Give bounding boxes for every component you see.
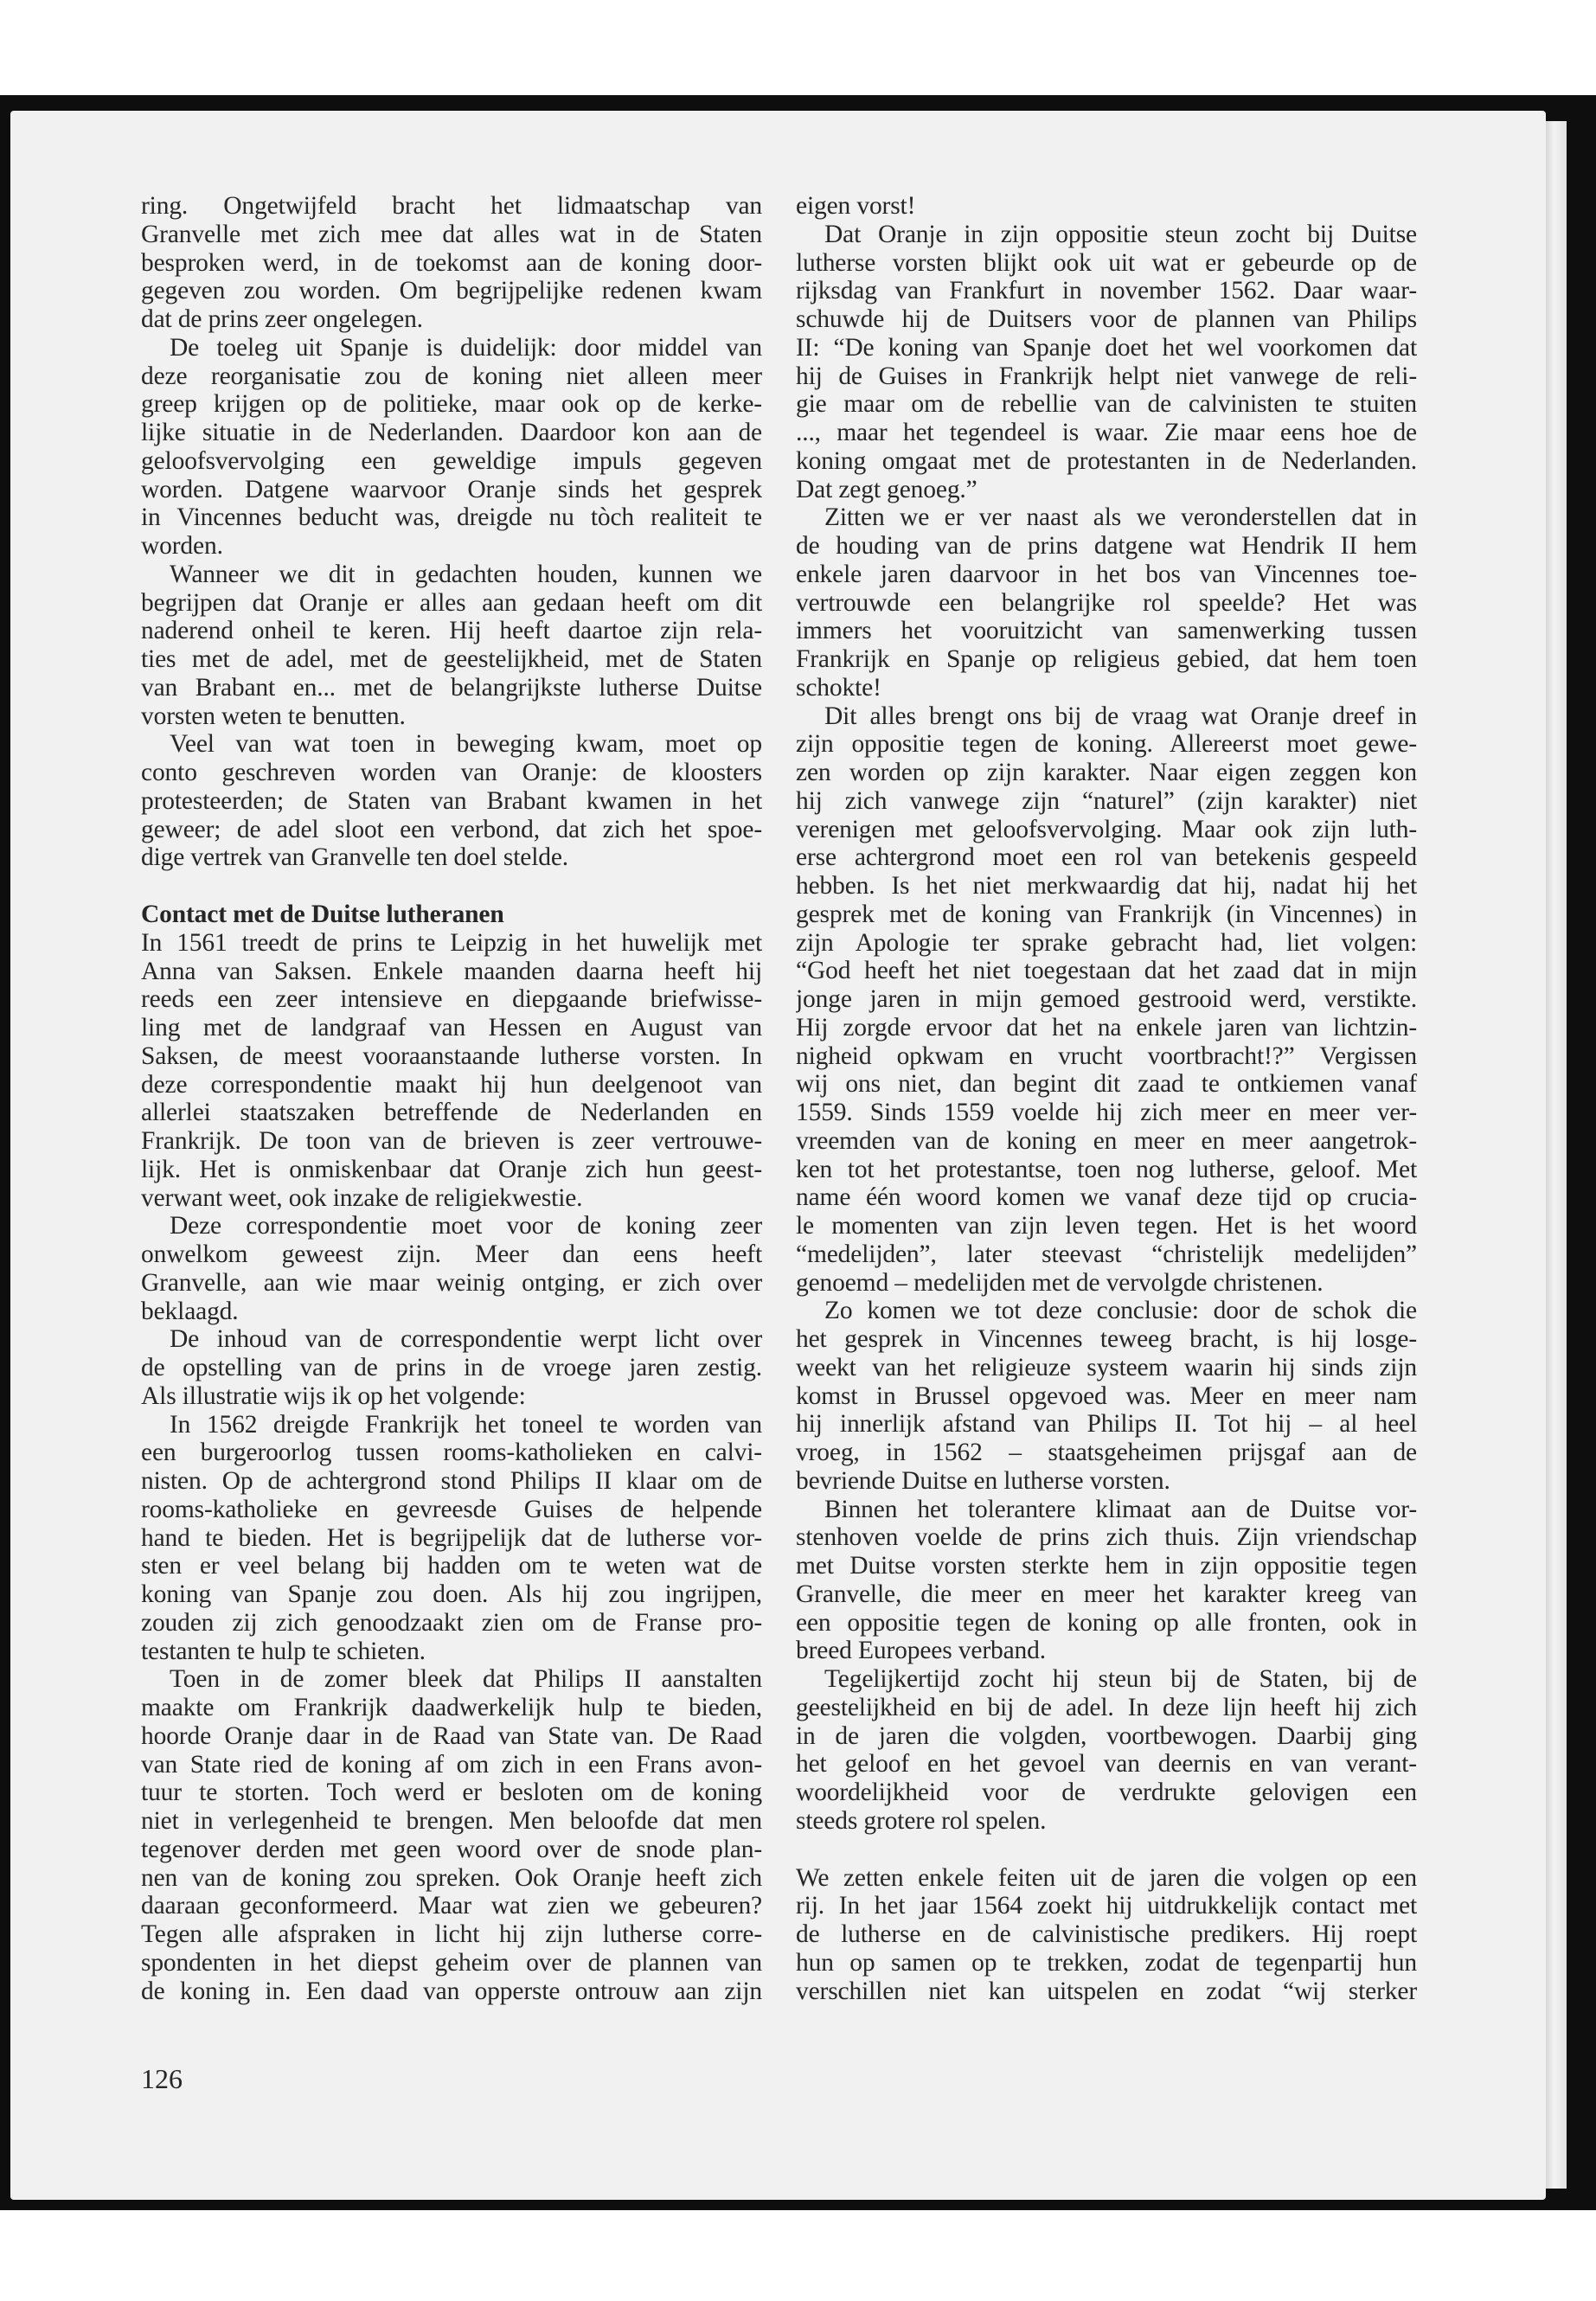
- text-line: het gesprek in Vincennes teweeg bracht, is hij losge-: [796, 1325, 1417, 1353]
- text-line: hun op samen op te trekken, zodat de tegenpartij hun: [796, 1948, 1417, 1977]
- section-heading: Contact met de Duitse lutheranen: [141, 901, 504, 928]
- right-text-column: [796, 192, 1417, 2005]
- text-line: komst in Brussel opgevoed was. Meer en meer nam: [796, 1381, 1417, 1410]
- text-line: lijk. Het is onmiskenbaar dat Oranje zich hun geest-: [141, 1155, 762, 1183]
- text-line: stenhoven voelde de prins zich thuis. Zijn vriendschap: [796, 1523, 1417, 1552]
- paragraph-first-line: In 1562 dreigde Frankrijk het toneel te worden van: [170, 1410, 762, 1439]
- text-line: erse achtergrond moet een rol van betekenis gespeeld: [796, 843, 1417, 872]
- text-line: In 1561 treedt de prins te Leipzig in het huwelijk met: [141, 928, 762, 957]
- text-line: zijn Apologie ter sprake gebracht had, liet volgen:: [796, 928, 1417, 957]
- text-line: Dat zegt genoeg.”: [796, 475, 977, 503]
- text-line: Granvelle, aan wie maar weinig ontging, er zich over: [141, 1268, 762, 1297]
- text-line: Hij zorgde ervoor dat het na enkele jaren van lichtzin-: [796, 1013, 1417, 1042]
- text-line: de opstelling van de prins in de vroege jaren zestig.: [141, 1354, 762, 1381]
- text-line: jonge jaren in mijn gemoed gestrooid werd, verstikte.: [796, 985, 1417, 1013]
- text-line: “God heeft het niet toegestaan dat het zaad dat in mijn: [796, 957, 1417, 985]
- text-line: 1559. Sinds 1559 voelde hij zich meer en meer ver-: [796, 1099, 1417, 1126]
- text-line: het geloof en het gevoel van deernis en van verant-: [796, 1750, 1417, 1779]
- text-line: II: “De koning van Spanje doet het wel voorkomen dat: [796, 333, 1417, 362]
- text-line: lutherse vorsten blijkt ook uit wat er gebeurde op de: [796, 248, 1417, 277]
- text-line: We zetten enkele feiten uit de jaren die volgen op een: [796, 1863, 1417, 1892]
- text-line: deze reorganisatie zou de koning niet alleen meer: [141, 362, 762, 390]
- text-line: koning omgaat met de protestanten in de Nederlanden.: [796, 446, 1417, 475]
- text-line: naderend onheil te keren. Hij heeft daartoe zijn rela-: [141, 617, 762, 645]
- paragraph-first-line: Deze correspondentie moet voor de koning zeer: [170, 1212, 762, 1240]
- text-line: verschillen niet kan uitspelen en zodat “wij sterker: [796, 1977, 1417, 2005]
- text-line: gie maar om de rebellie van de calvinisten te stuiten: [796, 390, 1417, 419]
- text-line: enkele jaren daarvoor in het bos van Vincennes toe-: [796, 560, 1417, 588]
- paragraph-first-line: Wanneer we dit in gedachten houden, kunnen we: [170, 560, 762, 588]
- text-line: nigheid opkwam en vrucht voortbracht!?” Vergissen: [796, 1042, 1417, 1070]
- text-line: daaraan geconformeerd. Maar wat zien we gebeuren?: [141, 1892, 762, 1920]
- text-line: van State ried de koning af om zich in een Frans avon-: [141, 1750, 762, 1779]
- paragraph-first-line: Toen in de zomer bleek dat Philips II aanstalten: [170, 1665, 762, 1694]
- text-line: protesteerden; de Staten van Brabant kwamen in het: [141, 786, 762, 815]
- text-line: ..., maar het tegendeel is waar. Zie maar eens hoe de: [796, 419, 1417, 446]
- text-line: weekt van het religieuze systeem waarin hij sinds zijn: [796, 1353, 1417, 1381]
- text-line: zijn oppositie tegen de koning. Allereerst moet gewe-: [796, 730, 1417, 759]
- text-line: in de jaren die volgden, voortbewogen. Daarbij ging: [796, 1721, 1417, 1750]
- text-line: Saksen, de meest vooraanstaande lutherse vorsten. In: [141, 1042, 762, 1070]
- text-line: verenigen met geloofsvervolging. Maar ook zijn luth-: [796, 815, 1417, 843]
- paragraph-first-line: Dat Oranje in zijn oppositie steun zocht bij Duitse: [824, 220, 1417, 248]
- scan-background-top: [0, 0, 1596, 102]
- text-line: vertrouwde een belangrijke rol speelde? Het was: [796, 588, 1417, 617]
- paragraph-first-line: Binnen het tolerantere klimaat aan de Duitse vor-: [824, 1495, 1417, 1523]
- text-line: worden.: [141, 532, 223, 560]
- text-line: nen van de koning zou spreken. Ook Oranje heeft zich: [141, 1863, 762, 1892]
- text-line: deze correspondentie maakt hij hun deelgenoot van: [141, 1070, 762, 1099]
- paragraph-first-line: Zitten we er ver naast als we veronderstellen dat in: [824, 503, 1417, 532]
- paragraph-first-line: De inhoud van de correspondentie werpt licht over: [170, 1325, 762, 1354]
- text-line: onwelkom geweest zijn. Meer dan eens heeft: [141, 1240, 762, 1268]
- text-line: hij de Guises in Frankrijk helpt niet vanwege de reli-: [796, 362, 1417, 390]
- text-line: hand te bieden. Het is begrijpelijk dat de lutherse vor-: [141, 1523, 762, 1552]
- text-line: tuur te storten. Toch werd er besloten om de koning: [141, 1779, 762, 1807]
- text-line: rij. In het jaar 1564 zoekt hij uitdrukkelijk contact met: [796, 1892, 1417, 1920]
- page-edge-shadow: [1546, 121, 1567, 2189]
- text-line: vorsten weten te benutten.: [141, 702, 406, 730]
- text-line: immers het vooruitzicht van samenwerking tussen: [796, 617, 1417, 645]
- text-line: nisten. Op de achtergrond stond Philips II klaar om de: [141, 1467, 762, 1495]
- text-line: woordelijkheid voor de verdrukte gelovigen een: [796, 1779, 1417, 1806]
- paragraph-first-line: Veel van wat toen in beweging kwam, moet op: [170, 730, 762, 759]
- paragraph-first-line: De toeleg uit Spanje is duidelijk: door middel van: [170, 333, 762, 362]
- text-line: zouden zij zich genoodzaakt zien om de Franse pro-: [141, 1608, 762, 1637]
- paragraph-first-line: Tegelijkertijd zocht hij steun bij de Staten, bij de: [824, 1665, 1417, 1693]
- text-line: vreemden van de koning en meer en meer aangetrok-: [796, 1126, 1417, 1155]
- text-line: gesprek met de koning van Frankrijk (in Vincennes) in: [796, 900, 1417, 928]
- text-line: ken tot het protestantse, toen nog lutherse, geloof. Met: [796, 1155, 1417, 1183]
- text-line: de koning in. Een daad van opperste ontrouw aan zijn: [141, 1977, 762, 2005]
- paragraph-first-line: Dit alles brengt ons bij de vraag wat Oranje dreef in: [824, 702, 1417, 730]
- text-line: sten er veel belang bij hadden om te weten wat de: [141, 1552, 762, 1580]
- text-line: geestelijkheid en bij de adel. In deze lijn heeft hij zich: [796, 1693, 1417, 1721]
- text-line: le momenten van zijn leven tegen. Het is het woord: [796, 1212, 1417, 1240]
- text-line: niet in verlegenheid te brengen. Men beloofde dat men: [141, 1807, 762, 1835]
- text-line: worden. Datgene waarvoor Oranje sinds het gesprek: [141, 475, 762, 503]
- text-line: geweer; de adel sloot een verbond, dat zich het spoe-: [141, 815, 762, 843]
- text-line: Als illustratie wijs ik op het volgende:: [141, 1381, 526, 1410]
- text-line: rijksdag van Frankfurt in november 1562. Daar waar-: [796, 277, 1417, 305]
- text-line: hij innerlijk afstand van Philips II. Tot hij – al heel: [796, 1410, 1417, 1439]
- text-line: een oppositie tegen de koning op alle fronten, ook in: [796, 1608, 1417, 1637]
- text-line: conto geschreven worden van Oranje: de kloosters: [141, 759, 762, 786]
- left-text-column: [141, 192, 762, 2005]
- text-line: met Duitse vorsten sterkte hem in zijn oppositie tegen: [796, 1552, 1417, 1580]
- text-line: vroeg, in 1562 – staatsgeheimen prijsgaf aan de: [796, 1439, 1417, 1466]
- text-line: name één woord komen we vanaf deze tijd op crucia-: [796, 1183, 1417, 1212]
- text-line: “medelijden”, later steevast “christelijk medelijden”: [796, 1240, 1417, 1268]
- scan-background-bottom: [0, 2210, 1596, 2301]
- text-line: dige vertrek van Granvelle ten doel stelde.: [141, 843, 569, 872]
- text-line: Frankrijk en Spanje op religieus gebied, dat hem toen: [796, 645, 1417, 673]
- text-line: hoorde Oranje daar in de Raad van State van. De Raad: [141, 1721, 762, 1750]
- text-line: lijke situatie in de Nederlanden. Daardoor kon aan de: [141, 419, 762, 446]
- paragraph-first-line: Zo komen we tot deze conclusie: door de schok die: [824, 1297, 1417, 1325]
- text-line: een burgeroorlog tussen rooms-katholieken en calvi-: [141, 1439, 762, 1467]
- text-line: gegeven zou worden. Om begrijpelijke redenen kwam: [141, 277, 762, 305]
- text-line: allerlei staatszaken betreffende de Nederlanden en: [141, 1099, 762, 1127]
- text-line: Anna van Saksen. Enkele maanden daarna heeft hij: [141, 957, 762, 985]
- text-line: steeds grotere rol spelen.: [796, 1806, 1047, 1835]
- text-line: schokte!: [796, 673, 881, 702]
- text-line: koning van Spanje zou doen. Als hij zou ingrijpen,: [141, 1580, 762, 1608]
- text-line: de houding van de prins datgene wat Hendrik II hem: [796, 532, 1417, 560]
- text-line: hij zich vanwege zijn “naturel” (zijn karakter) niet: [796, 786, 1417, 815]
- paragraph-gap: [141, 872, 762, 901]
- text-line: verwant weet, ook inzake de religiekwestie.: [141, 1183, 583, 1212]
- text-line: rooms-katholieke en gevreesde Guises de helpende: [141, 1495, 762, 1523]
- paragraph-gap: [796, 1836, 1417, 1864]
- text-line: testanten te hulp te schieten.: [141, 1637, 426, 1665]
- text-line: Tegen alle afspraken in licht hij zijn lutherse corre-: [141, 1920, 762, 1948]
- text-line: wij ons niet, dan begint dit zaad te ontkiemen vanaf: [796, 1070, 1417, 1099]
- text-line: tegenover derden met geen woord over de snode plan-: [141, 1835, 762, 1863]
- text-line: dat de prins zeer ongelegen.: [141, 305, 423, 333]
- text-line: van Brabant en... met de belangrijkste lutherse Duitse: [141, 673, 762, 702]
- text-line: besproken werd, in de toekomst aan de koning door-: [141, 248, 762, 277]
- text-line: Frankrijk. De toon van de brieven is zeer vertrouwe-: [141, 1127, 762, 1155]
- text-line: ling met de landgraaf van Hessen en August van: [141, 1014, 762, 1042]
- text-line: beklaagd.: [141, 1297, 239, 1325]
- text-line: geloofsvervolging een geweldige impuls gegeven: [141, 446, 762, 475]
- text-line: Granvelle, die meer en meer het karakter kreeg van: [796, 1580, 1417, 1608]
- text-line: maakte om Frankrijk daadwerkelijk hulp te bieden,: [141, 1694, 762, 1721]
- text-line: eigen vorst!: [796, 192, 916, 220]
- text-line: begrijpen dat Oranje er alles aan gedaan heeft om dit: [141, 588, 762, 617]
- text-line: spondenten in het diepst geheim over de plannen van: [141, 1948, 762, 1977]
- text-line: de lutherse en de calvinistische predikers. Hij roept: [796, 1920, 1417, 1948]
- text-line: in Vincennes beducht was, dreigde nu tòch realiteit te: [141, 503, 762, 532]
- text-line: greep krijgen op de politieke, maar ook op de kerke-: [141, 390, 762, 419]
- text-line: ties met de adel, met de geestelijkheid, met de Staten: [141, 645, 762, 673]
- text-line: ring. Ongetwijfeld bracht het lidmaatschap van: [141, 192, 762, 220]
- text-line: genoemd – medelijden met de vervolgde christenen.: [796, 1268, 1324, 1297]
- text-line: Granvelle met zich mee dat alles wat in de Staten: [141, 220, 762, 248]
- text-line: schuwde hij de Duitsers voor de plannen van Philips: [796, 305, 1417, 333]
- text-line: breed Europees verband.: [796, 1637, 1046, 1665]
- text-line: reeds een zeer intensieve en diepgaande briefwisse-: [141, 985, 762, 1014]
- text-line: bevriende Duitse en lutherse vorsten.: [796, 1466, 1170, 1495]
- text-line: zen worden op zijn karakter. Naar eigen zeggen kon: [796, 759, 1417, 786]
- page-number: 126: [141, 2063, 183, 2094]
- text-line: hebben. Is het niet merkwaardig dat hij, nadat hij het: [796, 872, 1417, 900]
